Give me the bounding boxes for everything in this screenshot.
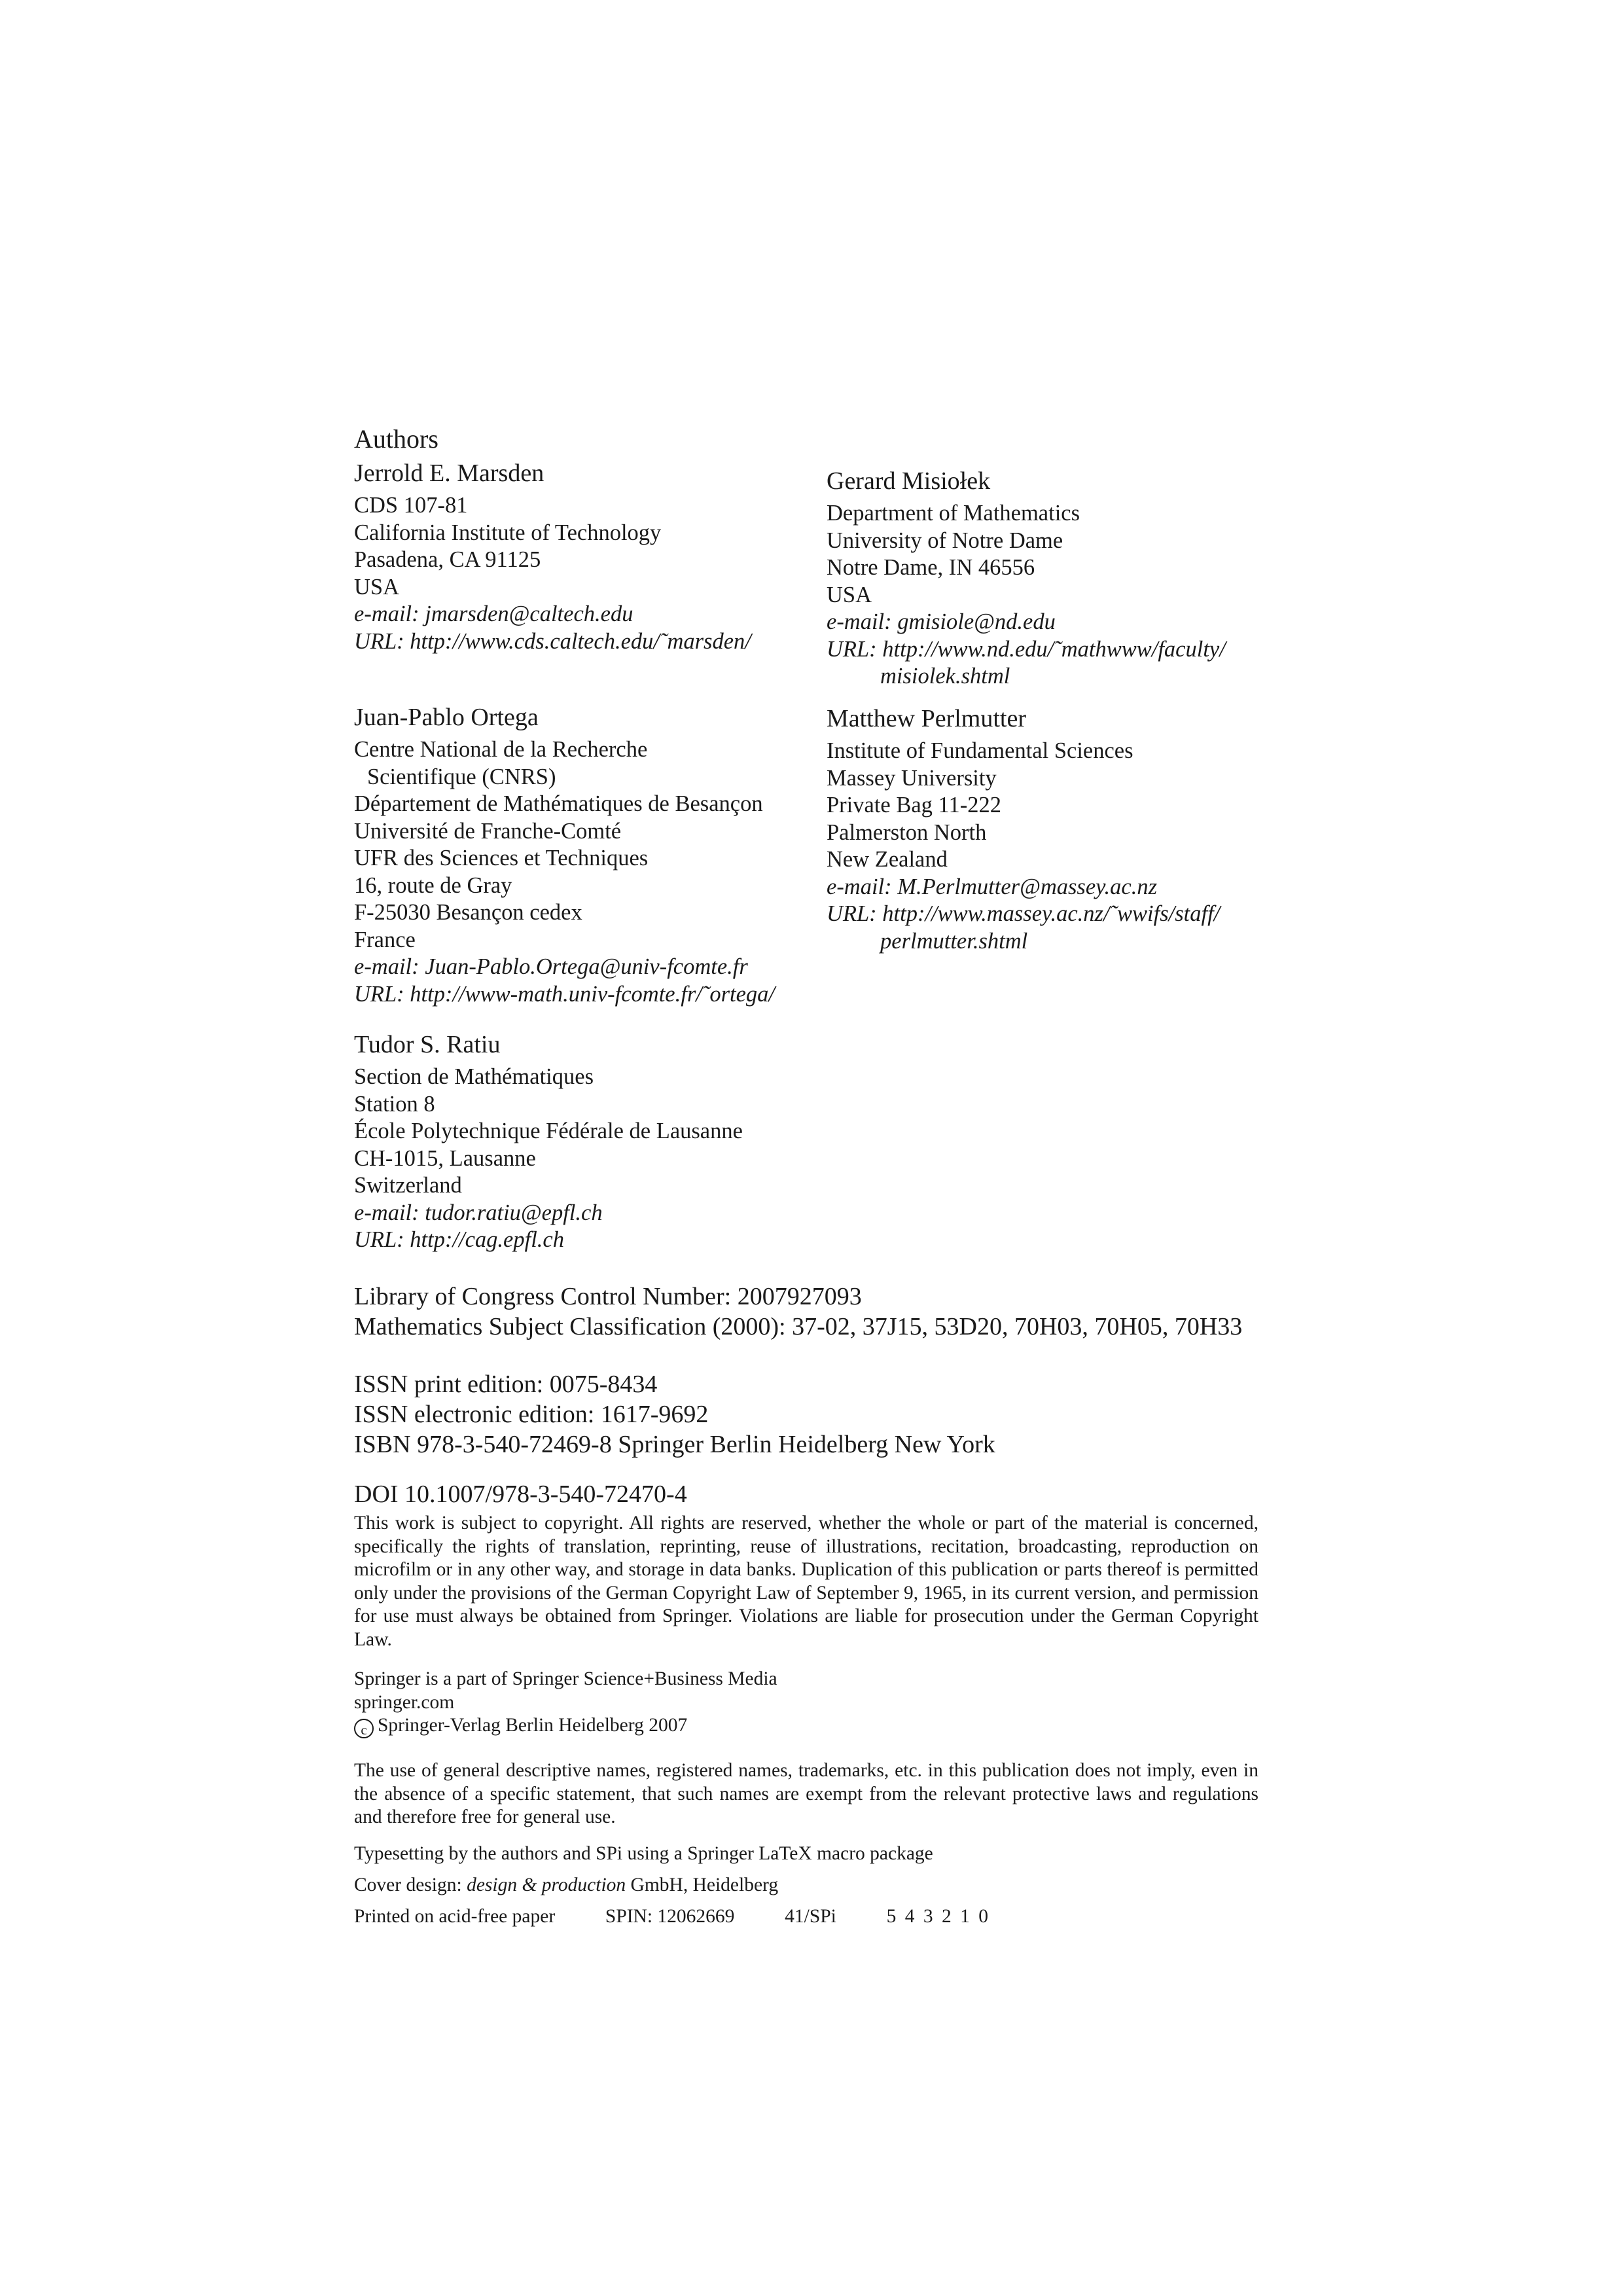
author-name: Jerrold E. Marsden	[354, 459, 544, 487]
url-link[interactable]: URL: http://cag.epfl.ch	[354, 1227, 564, 1252]
trademark-notice: The use of general descriptive names, registered names, trademarks, etc. in this publication does not imply, even in the absence of a specific statement, that such names are exempt from the relevant protective laws and regulations and therefore free for general use.	[354, 1760, 1258, 1827]
author-block-ortega	[354, 702, 775, 1008]
spin-number: SPIN: 12062669	[605, 1906, 735, 1927]
address-line: Switzerland	[354, 1173, 462, 1198]
email-link[interactable]: e-mail: jmarsden@caltech.edu	[354, 601, 633, 626]
authors-heading: Authors	[354, 424, 438, 454]
address-line: Centre National de la Recherche	[354, 737, 648, 762]
email-link[interactable]: e-mail: M.Perlmutter@massey.ac.nz	[827, 874, 1158, 899]
cover-design-name: design & production	[467, 1874, 626, 1895]
url-link[interactable]: URL: http://www.cds.caltech.edu/˜marsden/	[354, 628, 751, 654]
address-line: CDS 107-81	[354, 493, 468, 518]
address-line: Notre Dame, IN 46556	[827, 555, 1035, 580]
address-line: New Zealand	[827, 847, 948, 872]
isbn: ISBN 978-3-540-72469-8 Springer Berlin Heidelberg New York	[354, 1431, 995, 1458]
address-line: CH-1015, Lausanne	[354, 1145, 536, 1171]
url-link[interactable]: URL: http://www.nd.edu/˜mathwww/faculty/	[827, 636, 1226, 662]
address-line: 16, route de Gray	[354, 872, 512, 898]
address-line: UFR des Sciences et Techniques	[354, 846, 649, 870]
address-line: Scientifique (CNRS)	[367, 764, 556, 789]
printed-line	[354, 1905, 990, 1929]
acid-free-paper: Printed on acid-free paper	[354, 1906, 556, 1927]
copyright-icon: c	[354, 1719, 374, 1738]
latex-logo: LaTeX	[758, 1843, 812, 1864]
author-block-marsden	[354, 458, 751, 655]
print-run: 5 4 3 2 1 0	[886, 1906, 991, 1927]
author-block-misiolek	[827, 466, 1226, 691]
address-line: École Polytechnique Fédérale de Lausanne	[354, 1119, 743, 1143]
cover-design-line	[354, 1874, 778, 1897]
url-link[interactable]: URL: http://www-math.univ-fcomte.fr/˜ortega/	[354, 981, 775, 1007]
spi-code: 41/SPi	[785, 1906, 836, 1927]
email-link[interactable]: e-mail: gmisiole@nd.edu	[827, 609, 1056, 634]
address-line: University of Notre Dame	[827, 528, 1063, 553]
copyright-notice: This work is subject to copyright. All rights are reserved, whether the whole or part of the material is concerned, specifically the rights of translation, reprinting, reuse of illustrations, recitation, broadcasting, reproduction on microfilm or in any other way, and storage in data banks. Duplication of this publication or parts thereof is permitted only under the provisions of the German Copyright Law of September 9, 1965, in its current version, and permission for use must always be obtained from Springer. Violations are liable for prosecution under the German Copyright Law.	[354, 1513, 1258, 1650]
springer-website[interactable]: springer.com	[354, 1691, 455, 1713]
email-link[interactable]: e-mail: Juan-Pablo.Ortega@univ-fcomte.fr	[354, 954, 748, 979]
copyright-line	[354, 1714, 777, 1738]
author-block-ratiu	[354, 1030, 743, 1254]
address-line: Section de Mathématiques	[354, 1064, 594, 1089]
address-line: USA	[354, 574, 400, 600]
address-line: Palmerston North	[827, 819, 987, 845]
loc-control-number: Library of Congress Control Number: 2007927093	[354, 1283, 862, 1310]
address-line: Institute of Fundamental Sciences	[827, 738, 1133, 763]
author-name: Juan-Pablo Ortega	[354, 704, 539, 731]
typesetting-suffix: macro package	[812, 1843, 933, 1864]
address-line: USA	[827, 582, 872, 607]
address-line: Massey University	[827, 765, 997, 791]
url-link-continuation[interactable]: perlmutter.shtml	[880, 928, 1028, 954]
copyright-holder: Springer-Verlag Berlin Heidelberg 2007	[378, 1715, 688, 1736]
address-line: F-25030 Besançon cedex	[354, 900, 582, 925]
springer-line: Springer is a part of Springer Science+Business Media	[354, 1668, 777, 1689]
author-name: Gerard Misiołek	[827, 467, 991, 495]
cover-suffix: GmbH, Heidelberg	[626, 1874, 779, 1895]
author-block-perlmutter	[827, 704, 1220, 955]
url-link-continuation[interactable]: misiolek.shtml	[880, 664, 1010, 689]
issn-electronic: ISSN electronic edition: 1617-9692	[354, 1401, 709, 1428]
address-line: California Institute of Technology	[354, 520, 662, 545]
doi: DOI 10.1007/978-3-540-72470-4	[354, 1480, 687, 1508]
address-line: Pasadena, CA 91125	[354, 547, 541, 572]
issn-print: ISSN print edition: 0075-8434	[354, 1371, 658, 1398]
address-line: France	[354, 927, 416, 952]
email-link[interactable]: e-mail: tudor.ratiu@epfl.ch	[354, 1200, 603, 1225]
subject-classification: Mathematics Subject Classification (2000): 37-02, 37J15, 53D20, 70H03, 70H05, 70H33	[354, 1313, 1243, 1340]
author-name: Matthew Perlmutter	[827, 705, 1026, 732]
address-line: Université de Franche-Comté	[354, 818, 622, 844]
author-name: Tudor S. Ratiu	[354, 1031, 501, 1058]
typesetting-line	[354, 1842, 933, 1866]
cover-prefix: Cover design:	[354, 1874, 467, 1895]
url-link[interactable]: URL: http://www.massey.ac.nz/˜wwifs/staff/	[827, 901, 1221, 926]
typesetting-prefix: Typesetting by the authors and SPi using a Springer	[354, 1843, 759, 1864]
address-line: Département de Mathématiques de Besançon	[354, 791, 763, 816]
address-line: Station 8	[354, 1091, 435, 1117]
address-line: Department of Mathematics	[827, 501, 1080, 526]
address-line: Private Bag 11-222	[827, 793, 1002, 817]
publisher-block	[354, 1668, 777, 1738]
